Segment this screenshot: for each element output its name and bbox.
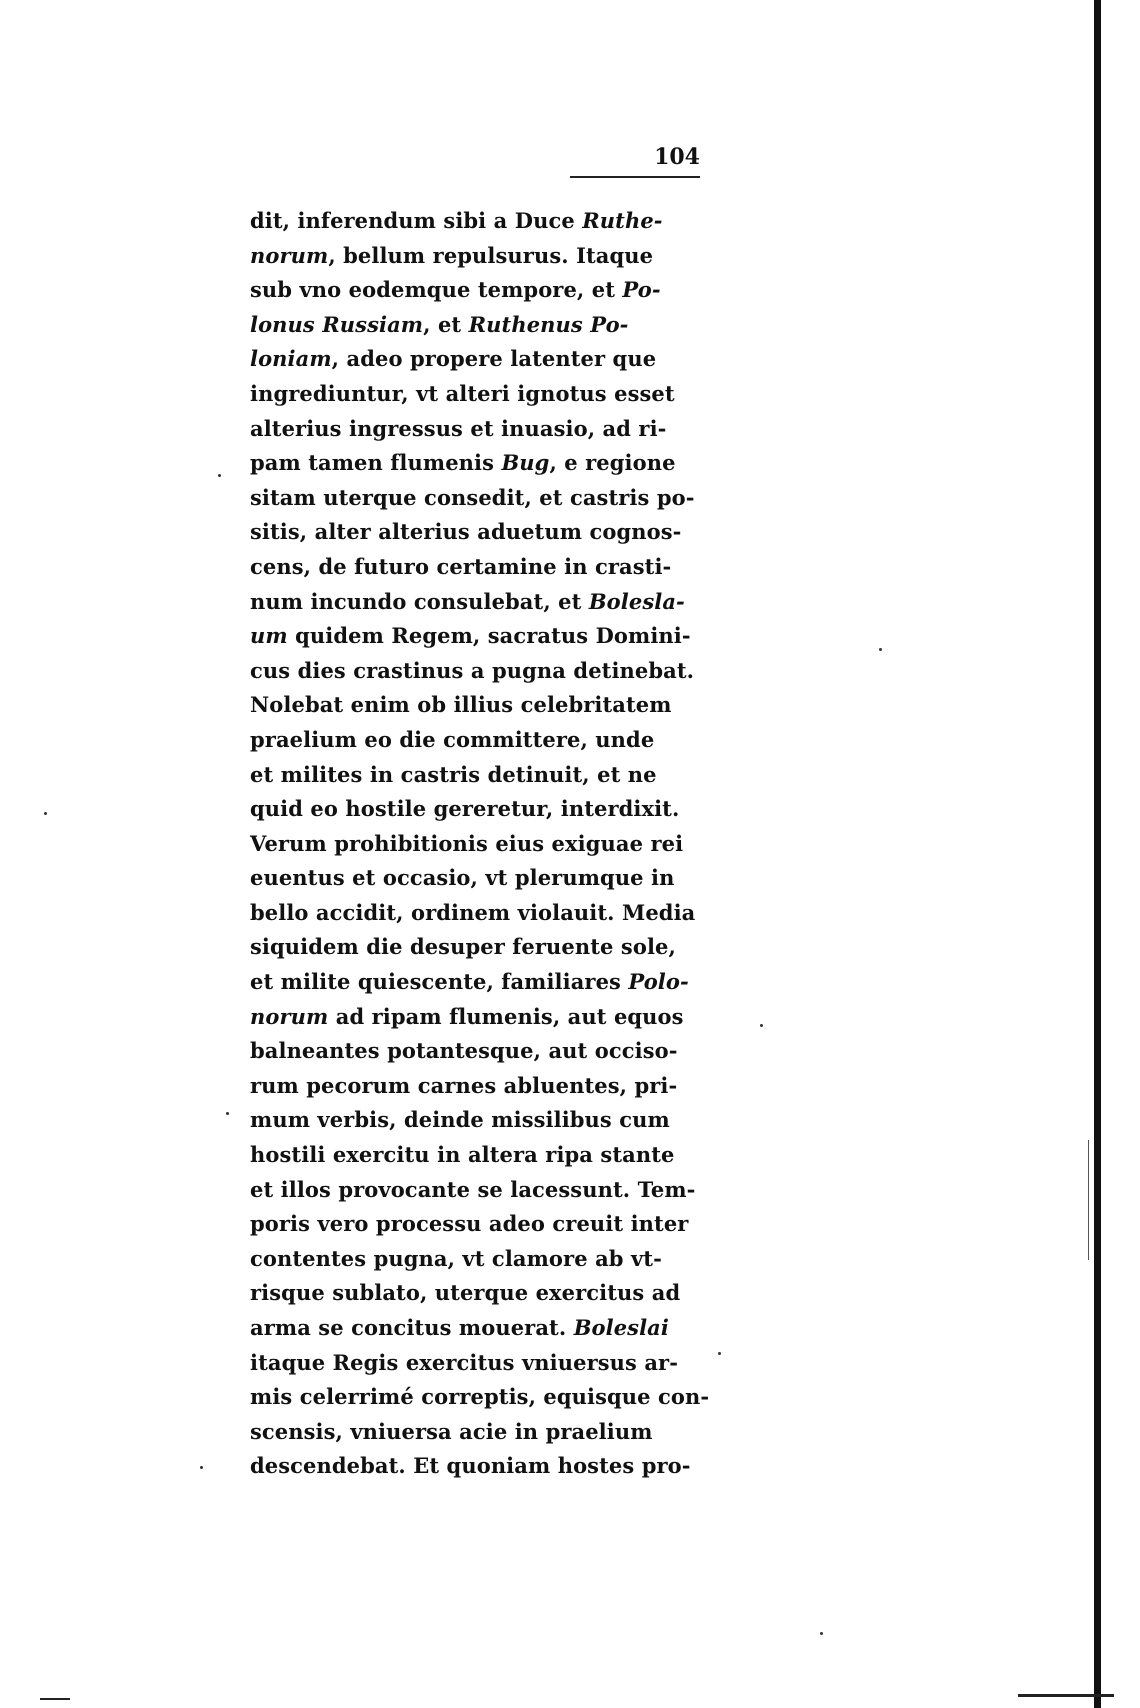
text-line: et milites in castris detinuit, et ne bbox=[250, 761, 657, 787]
text-line: descendebat. Et quoniam hostes pro- bbox=[250, 1453, 691, 1479]
scan-speck bbox=[44, 812, 47, 815]
italic-name: norum bbox=[250, 242, 329, 268]
text-line: pam tamen flumenis Bug, e regione bbox=[250, 450, 676, 476]
text-line: bello accidit, ordinem violauit. Media bbox=[250, 899, 696, 925]
text-line: cens, de futuro certamine in crasti- bbox=[250, 553, 672, 579]
text-line: scensis, vniuersa acie in praelium bbox=[250, 1418, 653, 1444]
text-line: loniam, adeo propere latenter que bbox=[250, 346, 657, 372]
text-line: sitis, alter alterius aduetum cognos- bbox=[250, 519, 682, 545]
text-line: poris vero processu adeo creuit inter bbox=[250, 1211, 689, 1237]
page-edge-shadow bbox=[1094, 0, 1101, 1708]
italic-name: Ruthenus Po- bbox=[468, 311, 629, 337]
text-line: um quidem Regem, sacratus Domini- bbox=[250, 623, 691, 649]
text-line: sub vno eodemque tempore, et Po- bbox=[250, 277, 661, 303]
body-text bbox=[250, 204, 710, 1484]
text-line: num incundo consulebat, et Bolesla- bbox=[250, 588, 685, 614]
text-line: rum pecorum carnes abluentes, pri- bbox=[250, 1072, 678, 1098]
italic-name: Bug bbox=[501, 450, 550, 476]
italic-name: um bbox=[250, 623, 288, 649]
italic-name: Boleslai bbox=[573, 1315, 669, 1340]
text-line: euentus et occasio, vt plerumque in bbox=[250, 865, 675, 891]
text-line: siquidem die desuper feruente sole, bbox=[250, 934, 676, 960]
text-line: mum verbis, deinde missilibus cum bbox=[250, 1107, 670, 1133]
italic-name: norum bbox=[250, 1003, 329, 1029]
text-line: cus dies crastinus a pugna detinebat. bbox=[250, 657, 695, 683]
text-line: itaque Regis exercitus vniuersus ar- bbox=[250, 1349, 679, 1375]
text-line: risque sublato, uterque exercitus ad bbox=[250, 1280, 681, 1306]
text-line: et milite quiescente, familiares Polo- bbox=[250, 969, 689, 995]
bottom-rule-right bbox=[1018, 1694, 1114, 1697]
scan-speck bbox=[879, 648, 882, 651]
text-line: dit, inferendum sibi a Duce Ruthe- bbox=[250, 208, 663, 233]
text-line: et illos provocante se lacessunt. Tem- bbox=[250, 1176, 696, 1202]
text-line: sitam uterque consedit, et castris po- bbox=[250, 484, 695, 510]
italic-name: Polo- bbox=[628, 969, 689, 995]
text-line: lonus Russiam, et Ruthenus Po- bbox=[250, 311, 629, 337]
italic-name: Ruthe- bbox=[582, 208, 663, 233]
text-line: alterius ingressus et inuasio, ad ri- bbox=[250, 415, 667, 441]
text-line: praelium eo die committere, unde bbox=[250, 726, 655, 752]
italic-name: lonus Russiam bbox=[250, 311, 424, 337]
text-line: quid eo hostile gereretur, interdixit. bbox=[250, 796, 680, 822]
scan-speck bbox=[218, 474, 221, 477]
text-line: arma se concitus mouerat. Boleslai bbox=[250, 1315, 669, 1340]
bottom-rule-left bbox=[40, 1698, 70, 1700]
text-line: norum ad ripam flumenis, aut equos bbox=[250, 1003, 684, 1029]
text-line: Nolebat enim ob illius celebritatem bbox=[250, 692, 672, 718]
scan-speck bbox=[760, 1024, 763, 1027]
text-line: mis celerrimé correptis, equisque con- bbox=[250, 1384, 710, 1410]
text-line: Verum prohibitionis eius exiguae rei bbox=[250, 830, 684, 856]
text-line: norum, bellum repulsurus. Itaque bbox=[250, 242, 654, 268]
scan-speck bbox=[718, 1352, 721, 1355]
page-number: 104 bbox=[570, 144, 700, 178]
scan-speck bbox=[226, 1112, 229, 1115]
italic-name: Bolesla- bbox=[588, 588, 685, 614]
text-line: balneantes potantesque, aut occiso- bbox=[250, 1038, 678, 1064]
scan-speck bbox=[200, 1466, 203, 1469]
text-line: hostili exercitu in altera ripa stante bbox=[250, 1142, 675, 1168]
page-edge-line bbox=[1088, 1140, 1089, 1260]
scan-speck bbox=[820, 1632, 823, 1635]
italic-name: loniam bbox=[250, 346, 332, 372]
text-line: contentes pugna, vt clamore ab vt- bbox=[250, 1245, 662, 1271]
text-line: ingrediuntur, vt alteri ignotus esset bbox=[250, 380, 675, 406]
italic-name: Po- bbox=[622, 277, 661, 303]
